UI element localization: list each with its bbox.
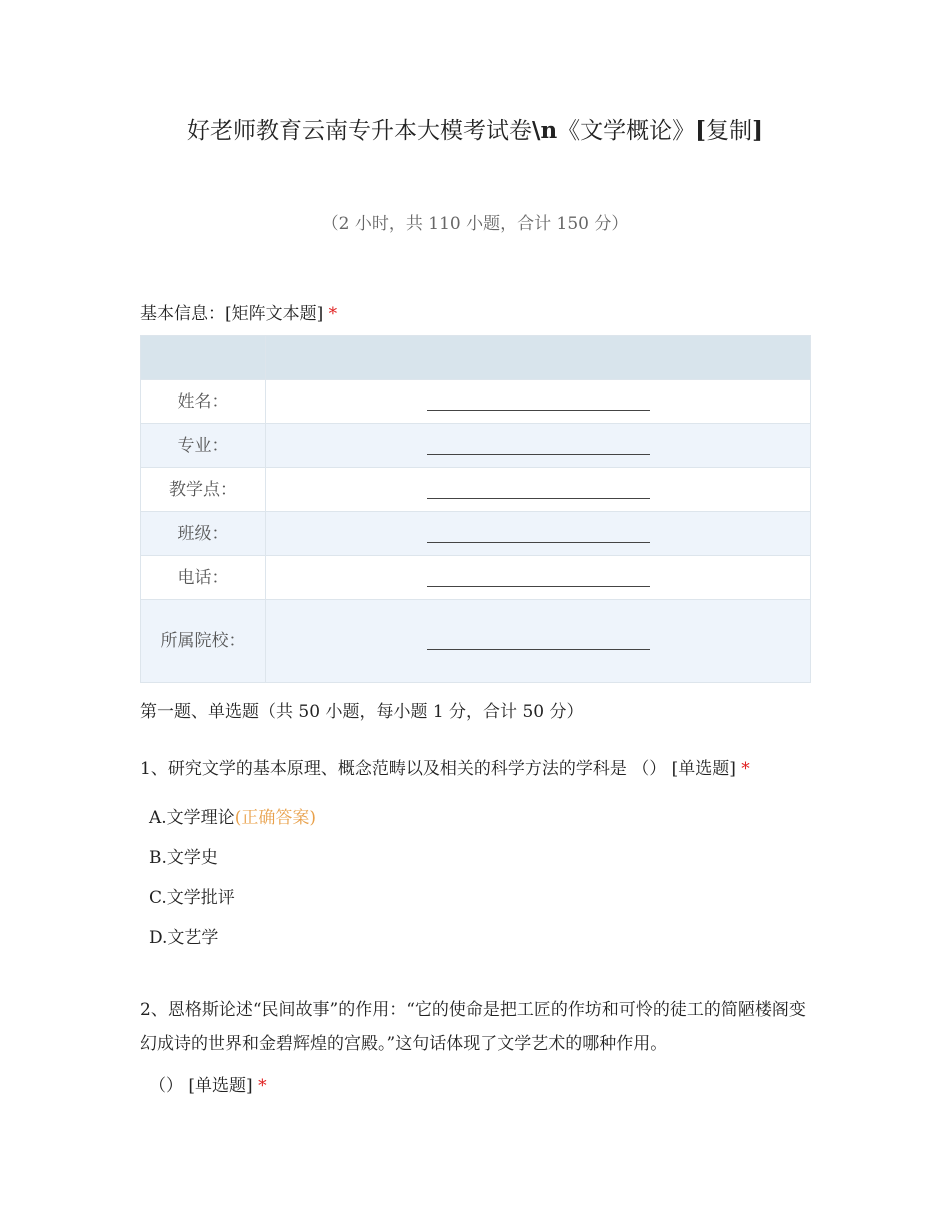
study-center-field[interactable] xyxy=(266,468,811,512)
question-text: 1、研究文学的基本原理、概念范畴以及相关的科学方法的学科是 （） [单选题] xyxy=(140,759,736,779)
class-field[interactable] xyxy=(266,512,811,556)
title-copy: 复制 xyxy=(706,118,753,144)
page-title xyxy=(0,112,950,145)
phone-field[interactable] xyxy=(266,556,811,600)
title-course: 《文学概论》 xyxy=(557,118,696,144)
question-1 xyxy=(140,752,750,786)
question-type-label: （） [单选题] xyxy=(149,1076,253,1096)
basic-info-table xyxy=(140,335,811,683)
option-c[interactable] xyxy=(149,883,235,908)
title-main: 好老师教育云南专升本大模考试卷 xyxy=(187,118,533,144)
required-mark: * xyxy=(741,759,750,779)
major-field[interactable] xyxy=(266,424,811,468)
table-header-cell xyxy=(141,336,266,380)
table-header-row xyxy=(141,336,811,380)
correct-answer-tag: (正确答案) xyxy=(234,808,316,828)
question-2: 2、恩格斯论述“民间故事”的作用：“它的使命是把工匠的作坊和可怜的徒工的简陋楼阁变幻成诗的世界和金碧辉煌的宫殿。”这句话体现了文学艺术的哪种作用。 xyxy=(140,1000,806,1054)
title-bracket-open: [ xyxy=(695,117,707,144)
option-d[interactable] xyxy=(149,923,218,948)
basic-info-label xyxy=(140,299,337,324)
title-bracket-close: ] xyxy=(752,117,763,144)
table-row xyxy=(141,512,811,556)
blank-line xyxy=(427,453,650,455)
option-label: B.文学史 xyxy=(149,848,218,868)
blank-line xyxy=(427,497,650,499)
option-label: C.文学批评 xyxy=(149,888,235,908)
blank-line xyxy=(427,409,650,411)
question-2-type xyxy=(149,1069,267,1103)
blank-line xyxy=(427,585,650,587)
blank-line xyxy=(427,648,650,650)
option-a[interactable] xyxy=(149,803,316,828)
row-label: 班级： xyxy=(141,512,266,556)
table-row xyxy=(141,424,811,468)
row-label: 教学点： xyxy=(141,468,266,512)
row-label: 专业： xyxy=(141,424,266,468)
name-field[interactable] xyxy=(266,380,811,424)
row-label: 姓名： xyxy=(141,380,266,424)
table-row xyxy=(141,556,811,600)
basic-info-title: 基本信息：[矩阵文本题] xyxy=(140,304,324,324)
required-mark: * xyxy=(328,304,338,324)
option-label: D.文艺学 xyxy=(149,928,219,948)
option-b[interactable] xyxy=(149,843,218,868)
title-escape-n: \n xyxy=(532,117,558,144)
exam-summary: （2 小时，共 110 小题，合计 150 分） xyxy=(321,214,629,234)
row-label: 所属院校： xyxy=(141,600,266,683)
section-heading: 第一题、单选题（共 50 小题，每小题 1 分，合计 50 分） xyxy=(140,702,584,722)
school-field[interactable] xyxy=(266,600,811,683)
row-label: 电话： xyxy=(141,556,266,600)
table-row xyxy=(141,600,811,683)
table-row xyxy=(141,468,811,512)
table-header-cell xyxy=(266,336,811,380)
blank-line xyxy=(427,541,650,543)
required-mark: * xyxy=(258,1076,267,1096)
table-row xyxy=(141,380,811,424)
option-label: A.文学理论 xyxy=(149,808,235,828)
